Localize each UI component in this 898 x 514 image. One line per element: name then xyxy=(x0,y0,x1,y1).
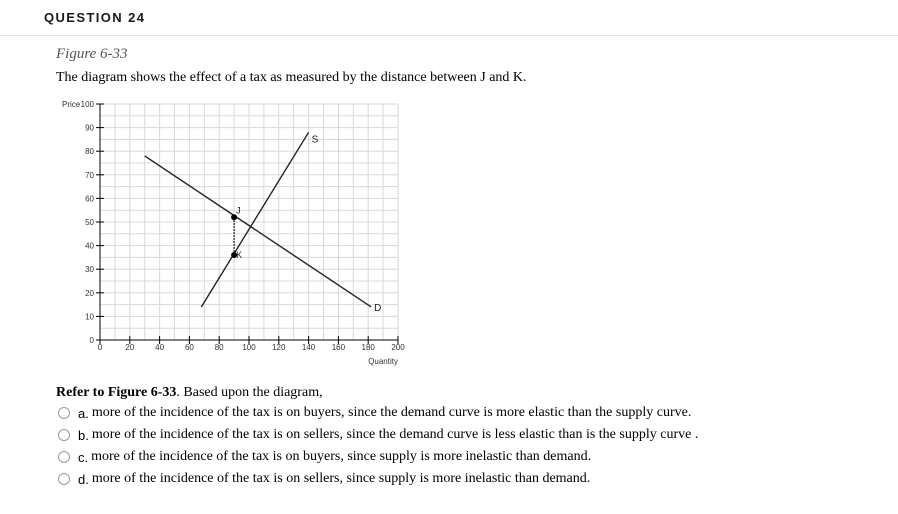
option-b-letter: b. xyxy=(78,427,89,443)
y-tick-label: 10 xyxy=(85,312,94,322)
answer-options xyxy=(56,402,698,490)
prompt-figure-ref: Refer to Figure 6-33 xyxy=(56,385,177,400)
x-tick-label: 120 xyxy=(272,343,286,352)
option-c-letter: c. xyxy=(78,449,89,465)
option-c[interactable] xyxy=(56,446,698,468)
y-tick-label: 90 xyxy=(85,123,94,133)
series-label-s: S xyxy=(311,134,319,146)
figure-title: Figure 6-33 xyxy=(56,46,128,62)
y-tick-label: 30 xyxy=(85,265,94,275)
option-a-text: more of the incidence of the tax is on buyers, since the demand curve is more elastic than the supply curve. xyxy=(91,405,692,420)
x-tick-label: 20 xyxy=(125,343,135,352)
figure-caption: The diagram shows the effect of a tax as measured by the distance between J and K. xyxy=(56,70,527,85)
x-axis-label: Quantity xyxy=(368,357,398,366)
y-tick-label: 40 xyxy=(85,241,94,251)
y-tick-label: 0 xyxy=(89,336,94,345)
point-label-j: J xyxy=(236,205,241,216)
y-tick-label: 70 xyxy=(85,170,94,180)
y-tick-label: 20 xyxy=(85,288,94,298)
x-tick-label: 80 xyxy=(214,343,224,352)
option-a-letter: a. xyxy=(78,405,89,421)
x-tick-label: 60 xyxy=(184,343,194,352)
radio-b[interactable] xyxy=(58,429,70,441)
y-axis-label: Price xyxy=(62,100,81,109)
question-number: QUESTION 24 xyxy=(44,10,146,25)
y-tick-label: 80 xyxy=(85,147,94,157)
option-d-letter: d. xyxy=(78,471,89,487)
option-c-text: more of the incidence of the tax is on buyers, since supply is more inelastic than demand. xyxy=(91,449,592,464)
point-label-k: K xyxy=(236,250,243,261)
question-prompt xyxy=(56,385,323,401)
y-tick-label: 100 xyxy=(80,100,94,109)
x-tick-label: 200 xyxy=(391,343,405,352)
radio-a[interactable] xyxy=(58,407,70,419)
x-tick-label: 40 xyxy=(155,343,165,352)
series-line-d xyxy=(145,156,371,307)
x-tick-label: 180 xyxy=(361,343,375,352)
y-tick-label: 50 xyxy=(85,218,94,227)
option-d-text: more of the incidence of the tax is on sellers, since supply is more inelastic than demand. xyxy=(91,471,591,486)
series-label-d: D xyxy=(374,302,382,314)
prompt-text: . Based upon the diagram, xyxy=(176,385,323,400)
option-d[interactable] xyxy=(56,468,698,490)
radio-c[interactable] xyxy=(58,451,70,463)
x-tick-label: 140 xyxy=(301,343,316,352)
option-a[interactable] xyxy=(56,402,698,424)
x-tick-label: 100 xyxy=(242,343,256,352)
option-b[interactable] xyxy=(56,424,698,446)
x-tick-label: 0 xyxy=(97,343,103,352)
x-tick-label: 160 xyxy=(331,343,346,352)
radio-d[interactable] xyxy=(58,473,70,485)
option-b-text: more of the incidence of the tax is on sellers, since the demand curve is less elastic than is the supply curve . xyxy=(91,427,699,442)
y-tick-label: 60 xyxy=(85,194,94,204)
